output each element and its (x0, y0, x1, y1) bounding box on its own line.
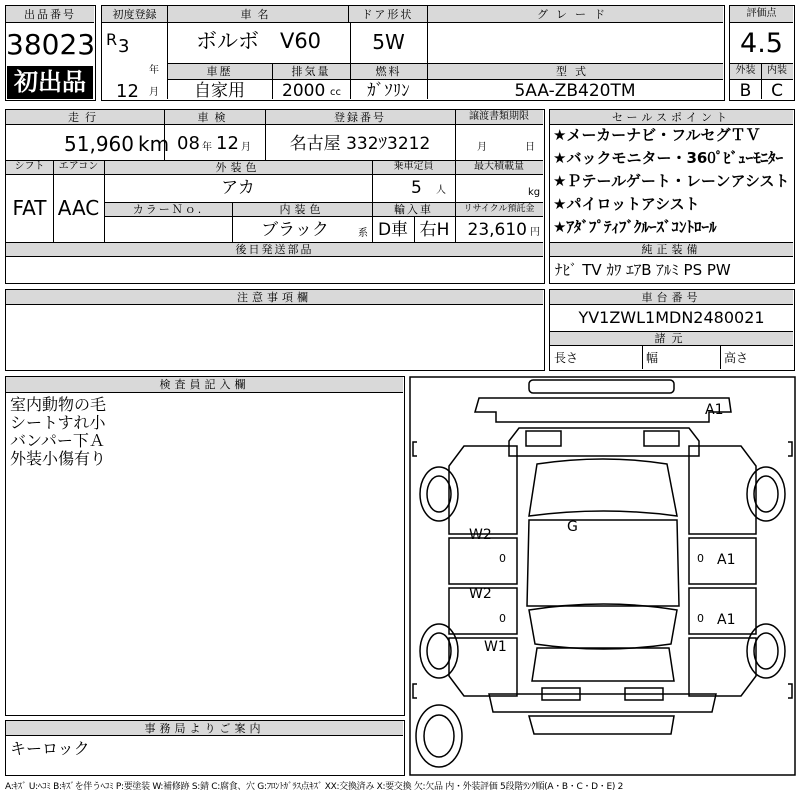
chassis-box (549, 289, 795, 371)
lot-number-box (5, 5, 96, 101)
lot-number: 38023 (6, 28, 96, 61)
year-unit: 年 (149, 65, 159, 76)
inspector-note: バンパー下Ａ (10, 431, 105, 450)
shift-value: FAT (12, 196, 47, 220)
history-label: 車歴 (206, 65, 233, 78)
exterior-label: 外装 (735, 65, 756, 76)
aircon-value: AAC (57, 196, 100, 220)
first-reg-label: 初度登録 (112, 8, 157, 21)
int-color-value: ブラック (261, 220, 329, 240)
damage-mark-a1-front: A1 (705, 402, 724, 418)
damage-legend: A:ｷｽﾞ U:ﾍｺﾐ B:ｷｽﾞを伴うﾍｺﾐ P:要塗装 W:補修跡 S:錆 C:腐食、穴 G:ﾌﾛﾝﾄｶﾞﾗｽ点ｷｽﾞ XX:交換済み X:要交換 欠:欠品 内・外装評価 5段階ﾗﾝｸ順(A・B・C・D・E) 2 (5, 782, 624, 792)
registration-label: 登録番号 (334, 111, 386, 124)
car-name: ボルボ V60 (195, 29, 322, 53)
color-no-label: カラーＮｏ. (132, 203, 204, 216)
int-color-unit: 系 (358, 228, 368, 239)
transfer-day-unit: 日 (525, 142, 535, 153)
car-damage-diagram (409, 376, 796, 776)
notes-box (5, 289, 545, 371)
sales-point-item: ★Ｐテールゲート・レーンアシスト (553, 172, 790, 190)
sales-points-box (549, 109, 795, 284)
transfer-month-unit: 月 (477, 142, 487, 153)
recycle-unit: 円 (530, 227, 540, 238)
equipment-items: ﾅﾋﾞ TV ｶﾜ ｴｱB ｱﾙﾐ PS PW (555, 261, 731, 279)
car-name-label: 車名 (240, 8, 275, 21)
displacement-unit: cc (330, 87, 341, 98)
history-value: 自家用 (194, 81, 245, 101)
equipment-label: 純正装備 (641, 243, 702, 256)
fuel-value: ｶﾞｿﾘﾝ (367, 81, 410, 101)
inspection-year: 08 (177, 133, 200, 154)
inspector-note: 外装小傷有り (10, 449, 107, 468)
office-label: 事務局よりご案内 (144, 722, 265, 735)
inspection-month: 12 (216, 133, 239, 154)
exterior-grade: B (739, 81, 752, 101)
damage-mark-zero-right-rear: 0 (697, 612, 704, 625)
notes-label: 注意事項欄 (237, 291, 312, 304)
mileage-unit: km (138, 132, 170, 156)
door-label: ドア形状 (361, 8, 414, 21)
later-parts-label: 後日発送部品 (235, 243, 314, 256)
sales-points-label: セールスポイント (611, 111, 731, 124)
aircon-label: エアコン (58, 161, 99, 172)
specs-label: 諸元 (654, 332, 689, 345)
interior-label: 内装 (767, 65, 787, 76)
door-type: 5W (372, 30, 405, 54)
inspector-note: 室内動物の毛 (10, 395, 107, 414)
shift-label: シフト (14, 161, 45, 172)
recycle-label: リサイクル預託金 (463, 204, 535, 214)
damage-mark-a1-right-rear: A1 (717, 612, 736, 628)
damage-mark-zero-left-front: 0 (499, 552, 506, 565)
era-value: R (106, 30, 118, 49)
rating-box (729, 5, 795, 101)
transfer-label: 譲渡書類期限 (469, 111, 529, 122)
mileage-label: 走行 (68, 111, 102, 124)
damage-mark-zero-left-rear: 0 (499, 612, 506, 625)
registration-number: 名古屋 332ﾂ3212 (289, 134, 431, 154)
length-label: 長さ (554, 351, 579, 365)
model-label: 型式 (556, 65, 594, 78)
displacement-label: 排気量 (291, 65, 331, 78)
inspector-label: 検査員記入欄 (159, 378, 250, 391)
office-text: キーロック (10, 739, 90, 758)
grade-label: グレード (537, 8, 613, 21)
max-load-unit: kg (528, 187, 541, 198)
month-value: 12 (116, 81, 139, 102)
year-value: 3 (118, 36, 130, 57)
ext-color-label: 外装色 (215, 161, 261, 174)
inspection-month-unit: 月 (241, 142, 251, 153)
inspector-box (5, 376, 405, 716)
sales-point-item: ★バックモニター・360ﾟﾋﾞｭｰﾓﾆﾀｰ (553, 149, 784, 167)
import-label: 輸入車 (394, 203, 433, 216)
displacement-value: 2000 (282, 81, 326, 101)
chassis-number: YV1ZWL1MDN2480021 (578, 308, 765, 327)
ext-color-value: アカ (221, 178, 255, 198)
damage-mark-g-roof: G (567, 519, 578, 535)
interior-grade: C (771, 81, 783, 101)
model-value: 5AA-ZB420TM (514, 81, 636, 101)
damage-mark-w2-left-front: W2 (469, 527, 492, 543)
damage-mark-zero-right-front: 0 (697, 552, 704, 565)
damage-mark-w2-left-rear: W2 (469, 586, 492, 602)
sales-point-item: ★パイロットアシスト (553, 195, 700, 213)
max-load-label: 最大積載量 (474, 161, 524, 172)
damage-mark-a1-right-front: A1 (717, 552, 736, 568)
import-side: 右H (419, 220, 450, 240)
sales-point-item: ★ｱﾀﾞﾌﾟﾃｨﾌﾞｸﾙｰｽﾞｺﾝﾄﾛｰﾙ (553, 218, 717, 236)
inspector-note: シートすれ小 (10, 413, 106, 432)
capacity-value: 5 (411, 178, 422, 198)
fuel-label: 燃料 (375, 65, 402, 78)
height-label: 高さ (724, 351, 749, 365)
inspection-year-unit: 年 (202, 142, 212, 153)
import-drive: D車 (377, 220, 409, 240)
width-label: 幅 (646, 351, 659, 365)
mileage-value: 51,960 (64, 132, 134, 156)
rating-score: 4.5 (740, 28, 783, 59)
capacity-unit: 人 (436, 185, 446, 196)
rating-label: 評価点 (746, 8, 777, 19)
vehicle-header (101, 5, 725, 101)
sales-point-item: ★メーカーナビ・フルセグＴＶ (553, 126, 761, 144)
details-grid (5, 109, 545, 284)
lot-number-label: 出品番号 (24, 8, 76, 21)
int-color-label: 内装色 (279, 203, 325, 216)
capacity-label: 乗車定員 (393, 161, 434, 172)
first-listing-badge-text: 初出品 (14, 68, 86, 96)
chassis-label: 車台番号 (641, 291, 702, 304)
office-box (5, 720, 405, 776)
month-unit: 月 (149, 87, 159, 98)
damage-mark-w1-left: W1 (484, 639, 507, 655)
recycle-value: 23,610 (467, 220, 527, 240)
inspection-label: 車検 (197, 111, 232, 124)
